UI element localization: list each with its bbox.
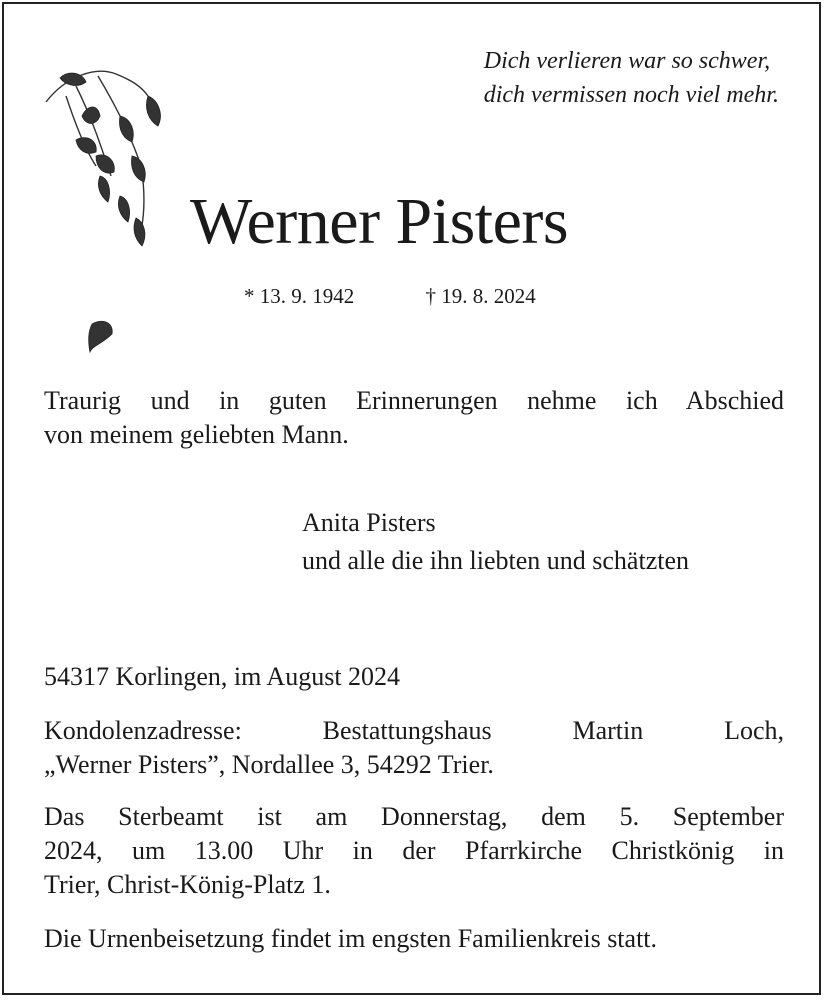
condolence-address [44,714,784,782]
mourners [302,504,689,580]
deceased-name: Werner Pisters [190,185,569,258]
life-dates [244,282,536,310]
burial-info [44,922,784,956]
motto [484,44,779,112]
funeral-mass-info [44,800,784,902]
farewell-line-1: Traurig und in guten Erinnerungen nehme ich Abschied [44,386,784,415]
farewell-text [44,384,784,452]
birth-date: * 13. 9. 1942 [244,284,355,308]
condolence-line-2: „Werner Pisters”, Nordallee 3, 54292 Trier. [44,750,494,779]
condolence-line-1: Kondolenzadresse: Bestattungshaus Martin Loch, [44,716,784,745]
motto-line-2: dich vermissen noch viel mehr. [483,82,779,108]
birch-leaves-icon [36,56,176,366]
burial-text: Die Urnenbeisetzung findet im engsten Familienkreis statt. [44,924,658,953]
mass-line-1: Das Sterbeamt ist am Donnerstag, dem 5. September [44,802,784,831]
mass-line-2: 2024, um 13.00 Uhr in der Pfarrkirche Christkönig in [44,836,784,865]
death-date: † 19. 8. 2024 [425,284,536,308]
place-date [44,660,784,694]
mass-line-3: Trier, Christ-König-Platz 1. [44,870,331,899]
place-date-text: 54317 Korlingen, im August 2024 [44,662,401,691]
mourner-others: und alle die ihn liebten und schätzten [302,546,689,575]
mourner-name: Anita Pisters [302,508,436,537]
farewell-line-2: von meinem geliebten Mann. [44,420,349,449]
motto-line-1: Dich verlieren war so schwer, [483,48,771,74]
